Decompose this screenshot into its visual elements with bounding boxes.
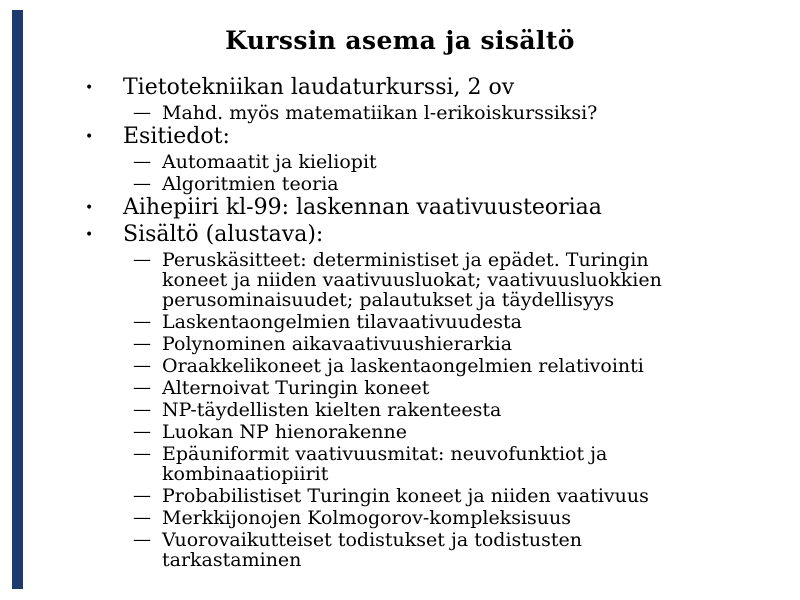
bullet-icon: • [85, 200, 94, 216]
bullet-text: Aihepiiri kl-99: laskennan vaativuusteoriaa [123, 195, 602, 220]
bullet-item [0, 195, 800, 221]
dash-icon: — [133, 421, 151, 442]
dash-icon: — [133, 507, 151, 528]
sub-item-text: Luokan NP hienorakenne [162, 421, 407, 443]
bullet-text: Tietotekniikan laudaturkurssi, 2 ov [123, 75, 515, 100]
sub-item-text: Polynominen aikavaativuushierarkia [162, 333, 513, 355]
dash-icon: — [133, 529, 151, 550]
slide-body [0, 75, 800, 570]
dash-icon: — [133, 102, 151, 123]
sub-item [0, 530, 800, 570]
dash-icon: — [133, 311, 151, 332]
sub-item [0, 378, 800, 398]
sub-item-text: Automaatit ja kieliopit [162, 151, 377, 173]
sub-item-text: Oraakkelikoneet ja laskentaongelmien relativointi [162, 355, 644, 377]
sub-item-text: Vuorovaikutteiset todistukset ja todistusten tarkastaminen [162, 529, 583, 571]
sub-item [0, 312, 800, 332]
sub-item [0, 444, 800, 484]
sub-item-text: Probabilistiset Turingin koneet ja niiden vaativuus [162, 485, 649, 507]
left-accent-bar [12, 10, 23, 589]
sub-item [0, 422, 800, 442]
sub-item [0, 152, 800, 172]
dash-icon: — [133, 399, 151, 420]
sub-item [0, 356, 800, 376]
sub-item-text: Alternoivat Turingin koneet [162, 377, 430, 399]
sub-item [0, 400, 800, 420]
dash-icon: — [133, 485, 151, 506]
bullet-item [0, 124, 800, 150]
sub-item-text: Peruskäsitteet: deterministiset ja epädet. Turingin koneet ja niiden vaativuusluokat; vaativuusluokkien perusominaisuudet; palautukset ja täydellisyys [162, 249, 662, 311]
bullet-item [0, 75, 800, 101]
dash-icon: — [133, 333, 151, 354]
dash-icon: — [133, 151, 151, 172]
sub-item-text: Mahd. myös matematiikan l-erikoiskurssiksi? [162, 102, 598, 124]
dash-icon: — [133, 249, 151, 270]
dash-icon: — [133, 355, 151, 376]
sub-item-text: Merkkijonojen Kolmogorov-kompleksisuus [162, 507, 572, 529]
sub-item [0, 334, 800, 354]
dash-icon: — [133, 377, 151, 398]
sub-item [0, 174, 800, 194]
sub-item [0, 508, 800, 528]
bullet-text: Esitiedot: [123, 124, 230, 149]
bullet-icon: • [85, 80, 94, 96]
sub-item [0, 486, 800, 506]
bullet-icon: • [85, 129, 94, 145]
bullet-item [0, 222, 800, 248]
sub-item-text: NP-täydellisten kielten rakenteesta [162, 399, 502, 421]
bullet-icon: • [85, 227, 94, 243]
dash-icon: — [133, 443, 151, 464]
dash-icon: — [133, 173, 151, 194]
sub-item [0, 250, 800, 310]
sub-item-text: Algoritmien teoria [162, 173, 339, 195]
bullet-text: Sisältö (alustava): [123, 222, 324, 247]
sub-item-text: Laskentaongelmien tilavaativuudesta [162, 311, 522, 333]
sub-item [0, 103, 800, 123]
slide-title: Kurssin asema ja sisältö [225, 26, 575, 55]
sub-item-text: Epäuniformit vaativuusmitat: neuvofunktiot ja kombinaatiopiirit [162, 443, 608, 485]
